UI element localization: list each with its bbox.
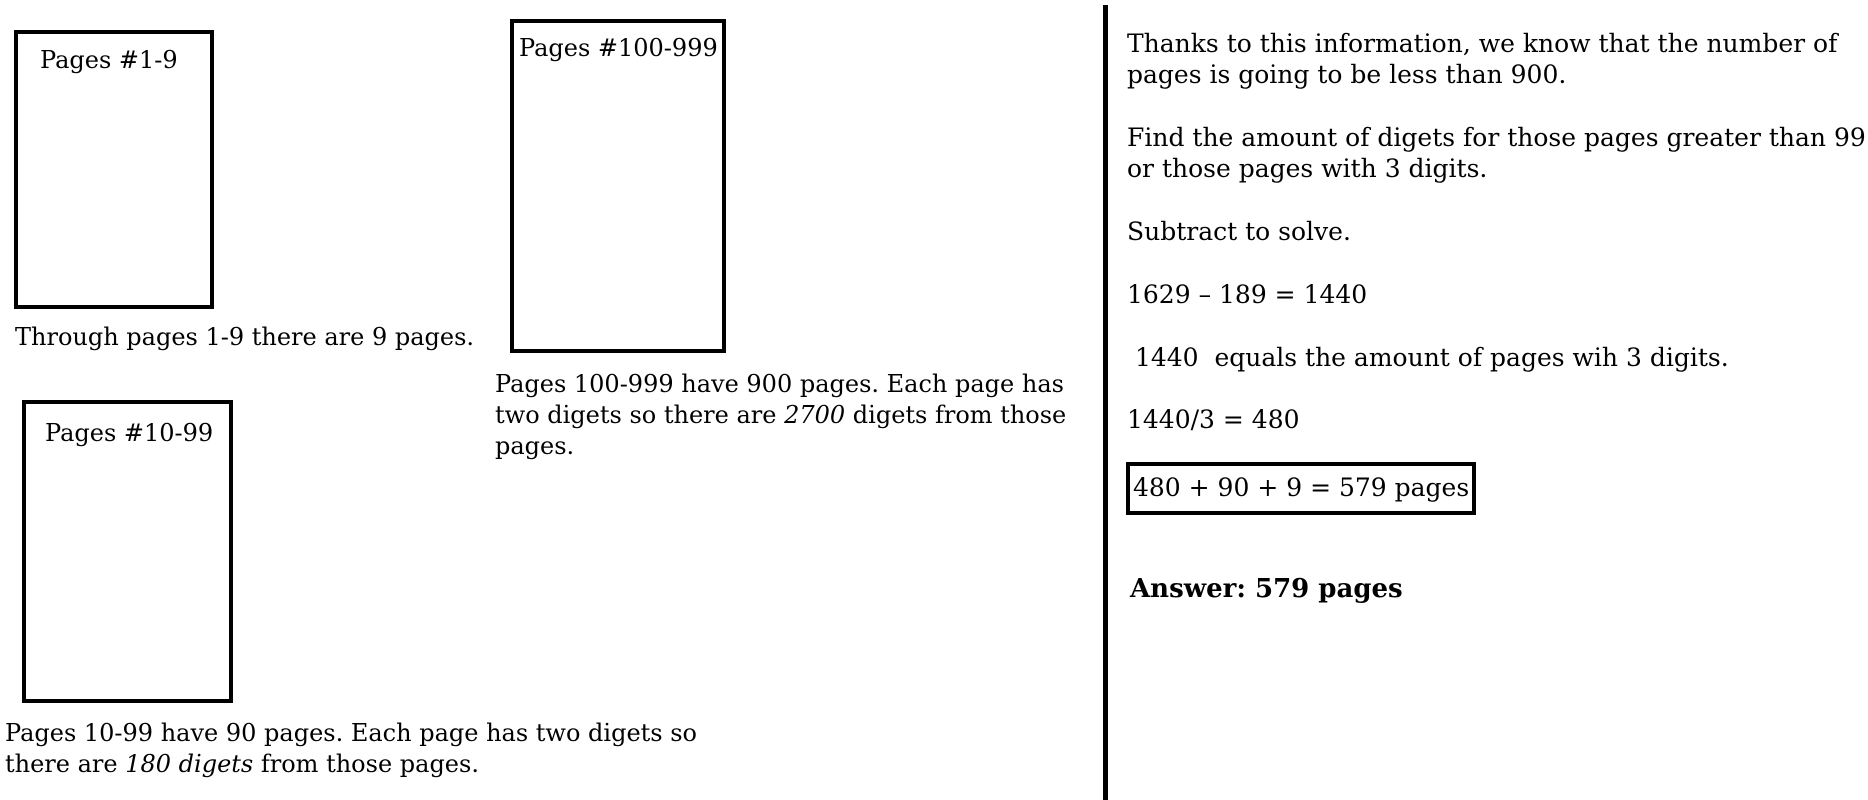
- boxed-result: [1126, 462, 1476, 515]
- solution-find-line2: or those pages with 3 digits.: [1127, 154, 1488, 183]
- caption-pages-100-999-emphasis: 2700: [784, 401, 846, 429]
- caption-pages-1-9: Through pages 1-9 there are 9 pages.: [15, 323, 475, 351]
- solution-intro-line2: pages is going to be less than 900.: [1127, 60, 1567, 89]
- caption-pages-10-99-line2-after: from those pages.: [253, 750, 479, 778]
- caption-pages-10-99-line1: Pages 10-99 have 90 pages. Each page has two digets so: [5, 719, 698, 747]
- boxed-result-text: 480 + 90 + 9 = 579 pages: [1133, 473, 1470, 502]
- page-box-1-9-label: Pages #1-9: [40, 46, 178, 74]
- page-box-1-9: [14, 30, 214, 309]
- solution-find-line1: Find the amount of digets for those pages greater than 99: [1127, 123, 1866, 152]
- solution-intro-line1: Thanks to this information, we know that the number of: [1127, 29, 1838, 58]
- solution-subtract: Subtract to solve.: [1127, 217, 1351, 246]
- solution-intro: [1127, 28, 1837, 90]
- caption-pages-10-99: [5, 718, 697, 780]
- caption-pages-100-999-line2-after: digets from those: [845, 401, 1067, 429]
- caption-pages-10-99-emphasis: 180 digets: [125, 750, 254, 778]
- page-box-10-99-label: Pages #10-99: [45, 419, 214, 447]
- caption-pages-100-999-line3: pages.: [495, 432, 575, 460]
- caption-pages-100-999-line1: Pages 100-999 have 900 pages. Each page has: [495, 370, 1064, 398]
- solution-equation-1-note: 1440 equals the amount of pages wih 3 digits.: [1127, 343, 1729, 372]
- caption-pages-100-999: [495, 369, 1066, 462]
- page-box-100-999: [510, 19, 726, 353]
- final-answer: Answer: 579 pages: [1130, 574, 1403, 604]
- caption-pages-100-999-line2: [495, 400, 1066, 431]
- page-box-100-999-label: Pages #100-999: [519, 34, 718, 62]
- solution-equation-1: 1629 – 189 = 1440: [1127, 280, 1368, 309]
- caption-pages-10-99-line2-before: there are: [5, 750, 126, 778]
- caption-pages-100-999-line2-before: two digets so there are: [495, 401, 785, 429]
- caption-pages-10-99-line2: [5, 749, 697, 780]
- solution-equation-2: 1440/3 = 480: [1127, 405, 1300, 434]
- vertical-divider: [1103, 5, 1108, 800]
- page-box-10-99: [22, 400, 233, 703]
- solution-find: [1127, 122, 1866, 184]
